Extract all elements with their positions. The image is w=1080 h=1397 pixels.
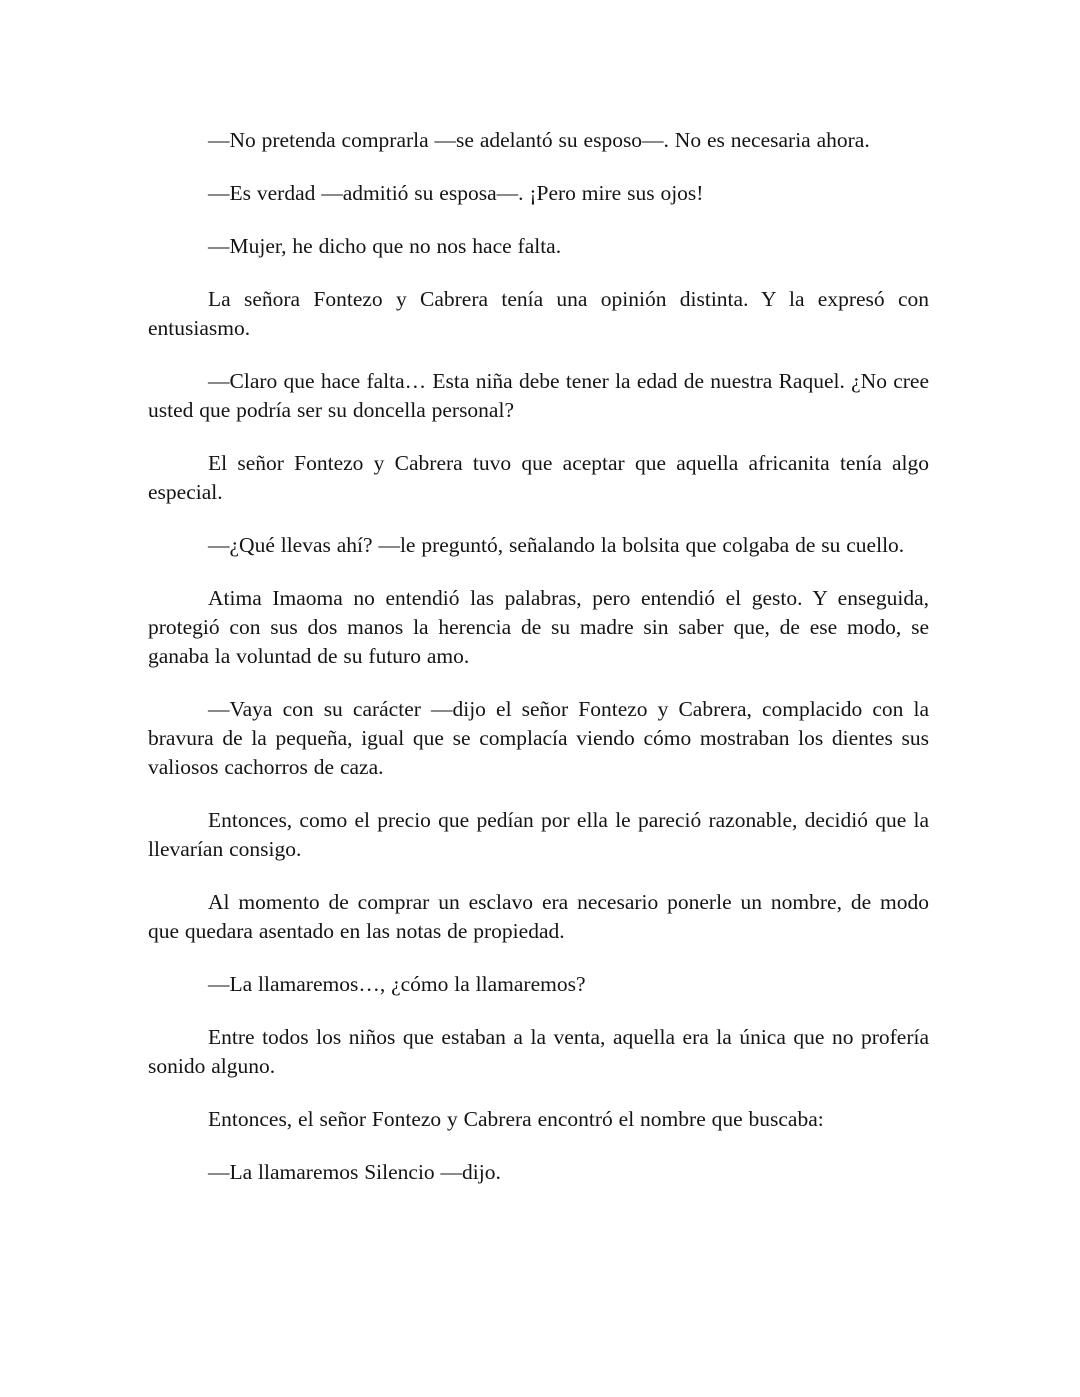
paragraph: —¿Qué llevas ahí? —le preguntó, señalando la bolsita que colgaba de su cuello. (208, 533, 905, 557)
paragraph: —Claro que hace falta… Esta niña debe tener la edad de nuestra Raquel. ¿No cree usted que podría ser su doncella personal? (148, 369, 929, 422)
paragraph: Entonces, como el precio que pedían por ella le pareció razonable, decidió que la llevarían consigo. (148, 808, 929, 861)
paragraph: —Vaya con su carácter —dijo el señor Fontezo y Cabrera, complacido con la bravura de la pequeña, igual que se complacía viendo cómo mostraban los dientes sus valiosos cachorros de caza. (148, 697, 929, 779)
book-text-block (148, 126, 929, 1211)
paragraph: La señora Fontezo y Cabrera tenía una opinión distinta. Y la expresó con entusiasmo. (148, 287, 929, 340)
paragraph: El señor Fontezo y Cabrera tuvo que aceptar que aquella africanita tenía algo especial. (148, 451, 929, 504)
paragraph: Atima Imaoma no entendió las palabras, pero entendió el gesto. Y enseguida, protegió con sus dos manos la herencia de su madre sin saber que, de ese modo, se ganaba la voluntad de su futuro amo. (148, 586, 929, 668)
paragraph: Entre todos los niños que estaban a la venta, aquella era la única que no profería sonido alguno. (148, 1025, 929, 1078)
paragraph: Al momento de comprar un esclavo era necesario ponerle un nombre, de modo que quedara asentado en las notas de propiedad. (148, 890, 929, 943)
paragraph: —Es verdad —admitió su esposa—. ¡Pero mire sus ojos! (208, 181, 704, 205)
paragraph: —No pretenda comprarla —se adelantó su esposo—. No es necesaria ahora. (208, 128, 870, 152)
paragraph: —Mujer, he dicho que no nos hace falta. (208, 234, 562, 258)
paragraph: —La llamaremos…, ¿cómo la llamaremos? (208, 972, 586, 996)
paragraph: —La llamaremos Silencio —dijo. (208, 1160, 501, 1184)
paragraph: Entonces, el señor Fontezo y Cabrera encontró el nombre que buscaba: (208, 1107, 824, 1131)
